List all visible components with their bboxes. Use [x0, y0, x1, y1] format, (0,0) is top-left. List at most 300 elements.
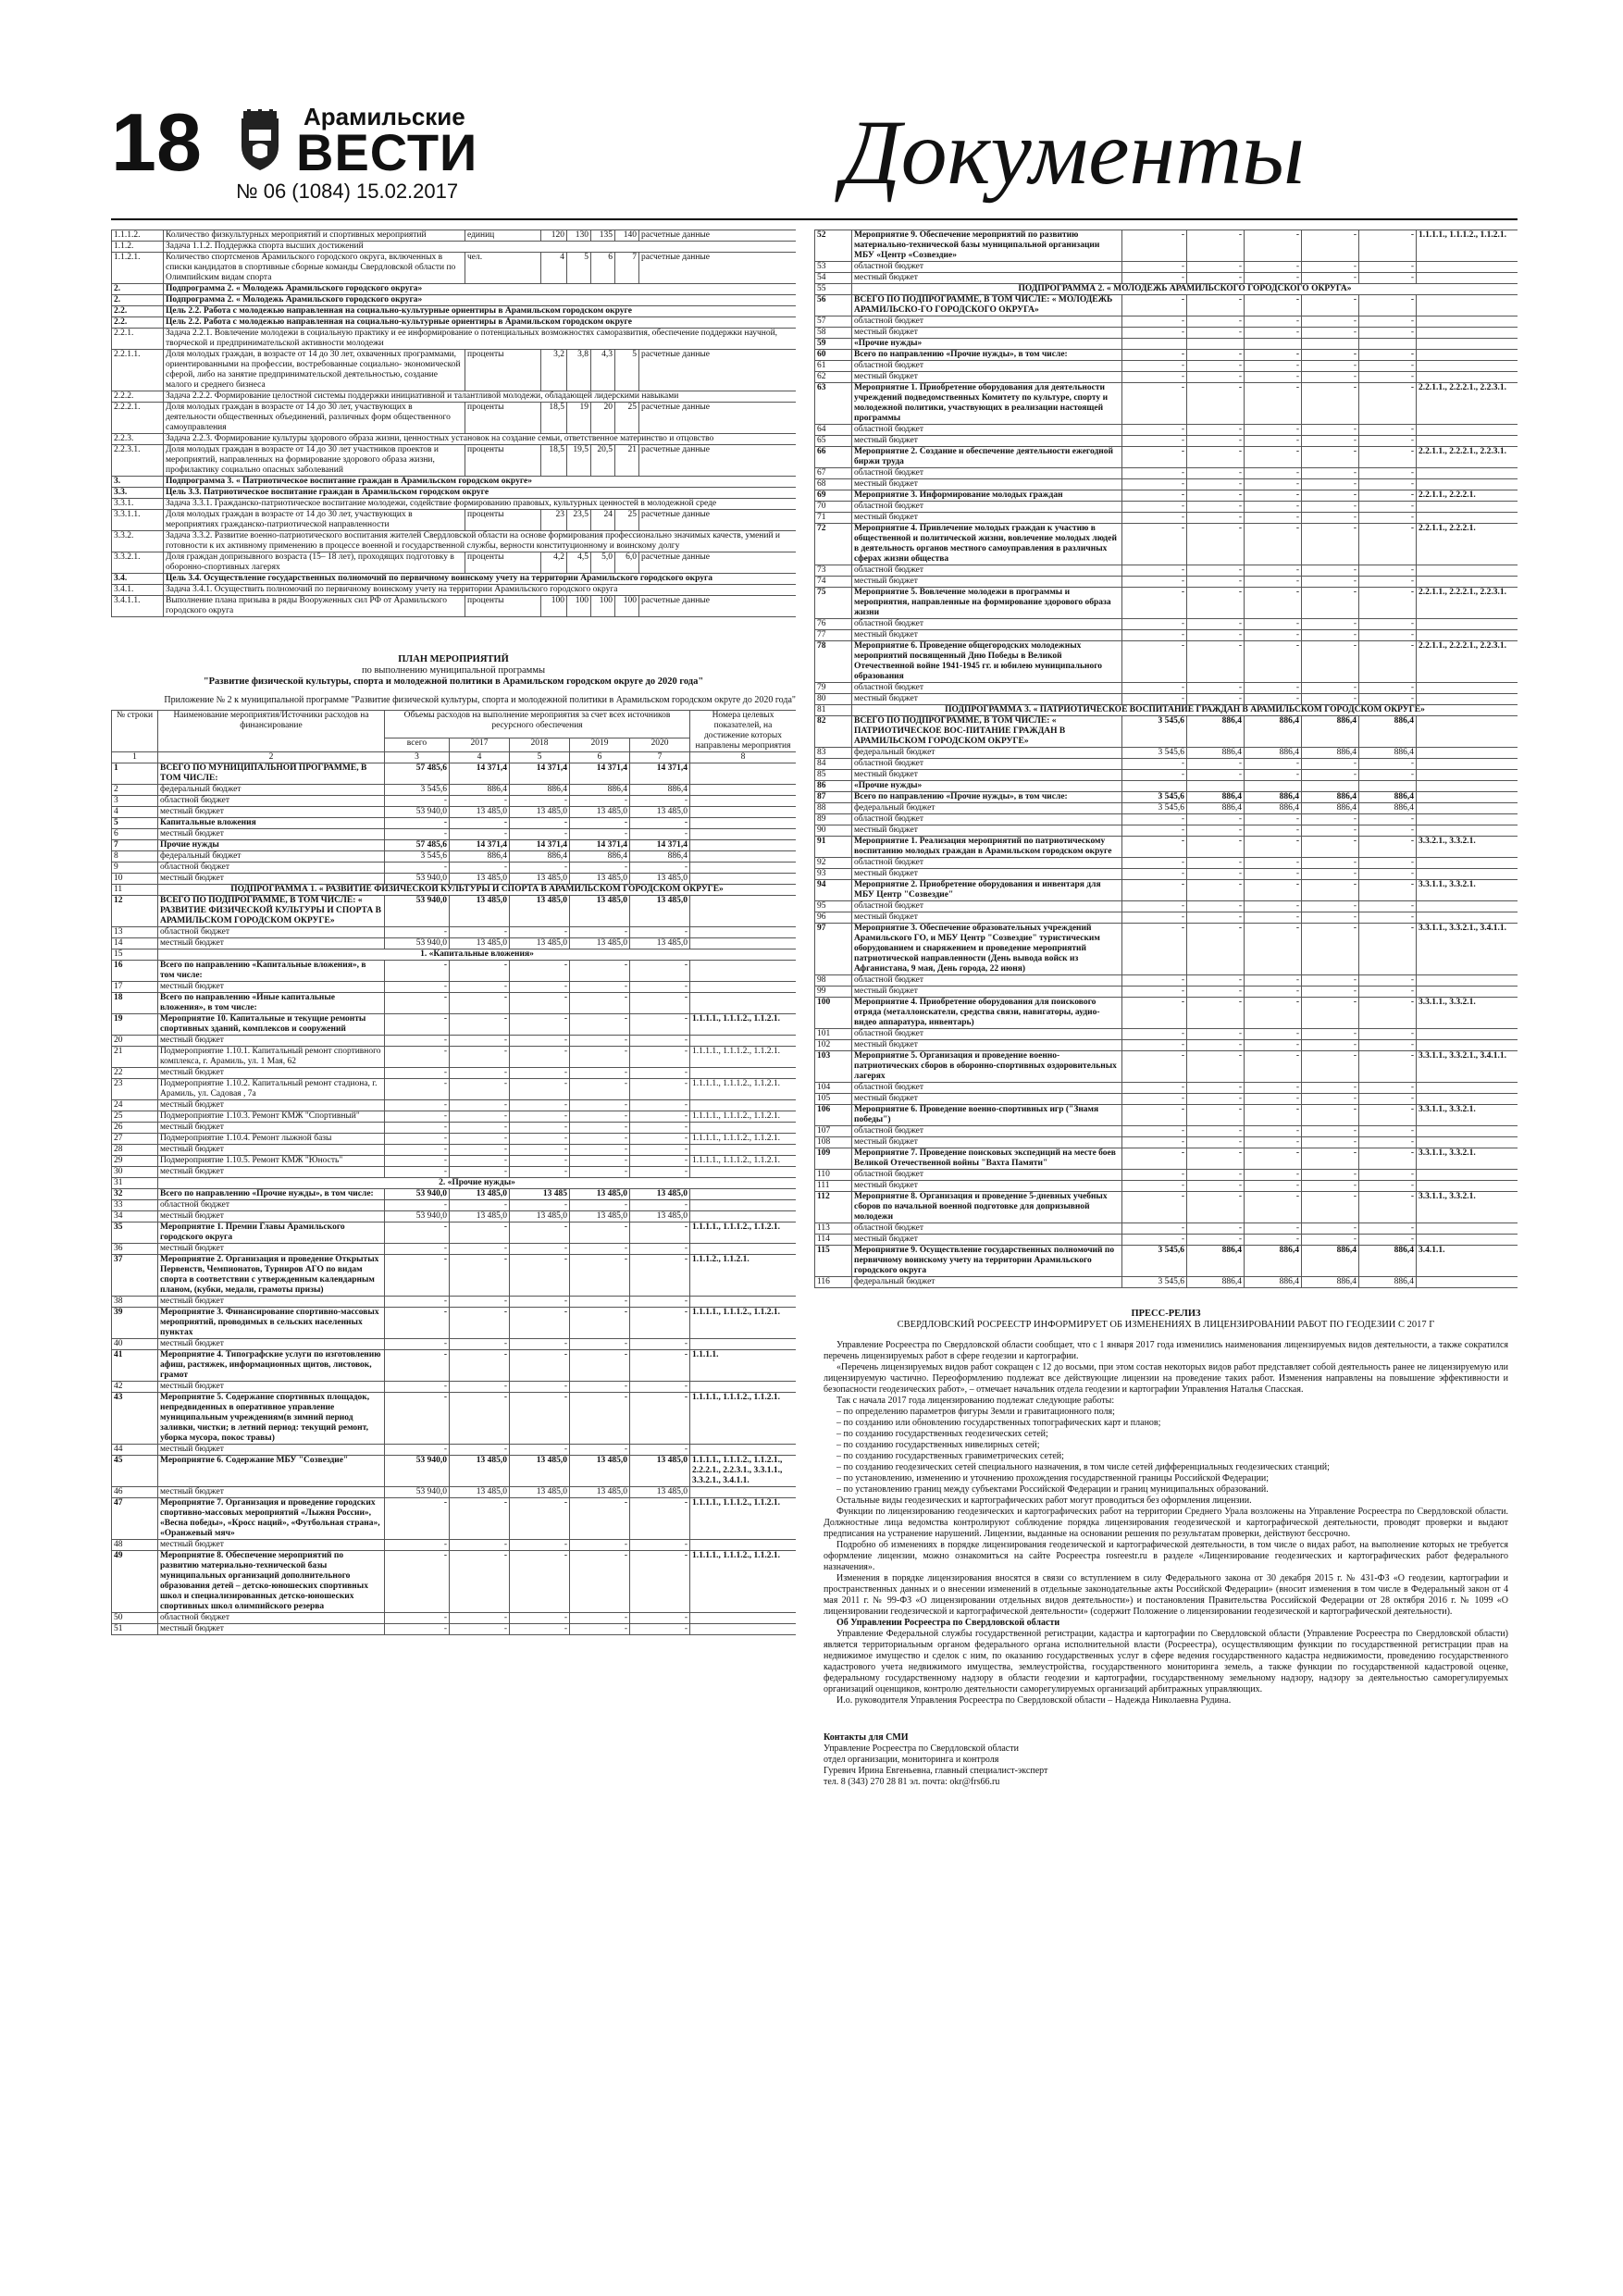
amount-cell [1122, 339, 1187, 350]
row-number: 107 [815, 1126, 852, 1137]
indicator-unit: проценты [465, 403, 541, 434]
indicator-text: Доля молодых граждан в возрасте от 14 до 30 лет участников проектов и мероприятий, направленных на формирование здорового образа жизни, профилактику социально опасных заболеваний [164, 445, 465, 477]
row-number: 113 [815, 1223, 852, 1235]
amount-cell: - [1122, 230, 1187, 262]
activity-name: Мероприятие 7. Организация и проведение городских спортивно-массовых мероприятий «Лыжня России», «Весна победы», «Кросс наций», «Футбольная страна», «Оранжевый мяч» [158, 1498, 385, 1540]
col-name-header: Наименование мероприятия/Источники расходов на финансирование [158, 711, 385, 752]
col-num-header: № строки [112, 711, 158, 752]
about-text: Управление Федеральной службы государственной регистрации, кадастра и картографии по Свердловской области (Управление Росреестра по Свердловской области) является территориальным органом федерального органа исполнительной власти (Росреестра), осуществляющим функции по государственной регистрации прав на недвижимое имущество и сделок с ним, по оказанию государственных услуг в сфере ведения государственного кадастра недвижимости, проведению государственного кадастрового учета недвижимого имущества, землеустройства, государственного мониторинга земель, а также функции по государственной кадастровой оценке, федеральному государственному надзору в области геодезии и картографии, государственному земельному надзору, надзору за деятельностью саморегулируемых организаций оценщиков, контролю деятельности саморегулируемых организаций арбитражных управляющих. [824, 1629, 1508, 1694]
amount-cell: 3 545,6 [1122, 1246, 1187, 1277]
row-number: 76 [815, 619, 852, 630]
about-title: Об Управлении Росреестра по Свердловской области [836, 1618, 1060, 1628]
target-indicators [1417, 273, 1518, 284]
amount-cell: 13 485,0 [510, 896, 570, 927]
amount-cell: 57 485,6 [385, 840, 450, 851]
row-number: 97 [815, 924, 852, 975]
row-number: 114 [815, 1235, 852, 1246]
indicator-value: 4,2 [541, 552, 567, 574]
activity-name: Мероприятие 2. Организация и проведение Открытых Первенств, Чемпионатов, Турниров АГО по видам спорта в соответствии с утвержденным календарным планом, (кубки, медали, грамоты призы) [158, 1255, 385, 1297]
indicator-unit: проценты [465, 596, 541, 617]
amount-cell: - [1359, 1126, 1417, 1137]
amount-cell: - [385, 1111, 450, 1123]
activity-name: местный бюджет [852, 513, 1122, 524]
row-number: 111 [815, 1181, 852, 1192]
row-number: 106 [815, 1105, 852, 1126]
target-indicators: 1.1.1.1., 1.1.1.2., 1.1.2.1. [690, 1551, 796, 1613]
section-title: Документы [841, 101, 1306, 204]
target-indicators [1417, 1137, 1518, 1148]
indicator-unit: чел. [465, 253, 541, 284]
amount-cell: - [570, 818, 630, 829]
activity-name: местный бюджет [158, 874, 385, 885]
amount-cell: 886,4 [1302, 792, 1359, 803]
amount-cell: - [1302, 350, 1359, 361]
amount-cell: - [1302, 383, 1359, 425]
activity-name: местный бюджет [852, 825, 1122, 837]
indicator-text: Количество физкультурных мероприятий и спортивных мероприятий [164, 230, 465, 242]
amount-cell: 14 371,4 [630, 840, 690, 851]
amount-cell: - [1245, 1223, 1302, 1235]
plan-row [112, 807, 797, 818]
amount-cell: - [570, 1167, 630, 1178]
amount-cell: - [385, 1350, 450, 1382]
amount-cell: 3 545,6 [385, 851, 450, 863]
target-indicators [1417, 361, 1518, 372]
plan-row [112, 1156, 797, 1167]
amount-cell: - [510, 796, 570, 807]
amount-cell: - [385, 1123, 450, 1134]
amount-cell: - [510, 1255, 570, 1297]
amount-cell: 886,4 [570, 851, 630, 863]
target-indicators [1417, 814, 1518, 825]
amount-cell: - [1245, 1094, 1302, 1105]
amount-cell: - [1245, 425, 1302, 436]
activity-name: местный бюджет [852, 770, 1122, 781]
amount-cell: - [1187, 1223, 1245, 1235]
amount-cell: - [1302, 262, 1359, 273]
indicator-number: 3.3. [112, 488, 164, 499]
target-indicators [1417, 1277, 1518, 1288]
amount-cell: - [1122, 837, 1187, 858]
amount-cell: - [385, 1540, 450, 1551]
indicator-row [112, 552, 797, 574]
amount-cell: - [570, 1068, 630, 1079]
activity-name: областной бюджет [852, 619, 1122, 630]
amount-cell: - [385, 796, 450, 807]
amount-cell: - [450, 1540, 510, 1551]
activity-name: Мероприятие 9. Осуществление государственных полномочий по первичному воинскому учету на территории Арамильского городского округа [852, 1246, 1122, 1277]
amount-cell: - [1302, 1040, 1359, 1051]
target-indicators [1417, 987, 1518, 998]
plan-row [815, 524, 1518, 565]
amount-cell: - [510, 1308, 570, 1339]
indicator-number: 2. [112, 284, 164, 295]
amount-cell: 13 485,0 [570, 874, 630, 885]
amount-cell: - [510, 1047, 570, 1068]
amount-cell: - [1245, 1040, 1302, 1051]
amount-cell: - [450, 1244, 510, 1255]
indicator-row [112, 499, 797, 510]
amount-cell: - [1187, 436, 1245, 447]
plan-row [815, 1137, 1518, 1148]
plan-row [815, 770, 1518, 781]
row-number: 21 [112, 1047, 158, 1068]
amount-cell: - [510, 1145, 570, 1156]
row-number: 70 [815, 502, 852, 513]
amount-cell: - [1122, 468, 1187, 479]
amount-cell: - [1187, 1170, 1245, 1181]
amount-cell: - [1187, 425, 1245, 436]
plan-row [815, 1277, 1518, 1288]
amount-cell: - [1245, 230, 1302, 262]
amount-cell: - [385, 1079, 450, 1100]
amount-cell: - [1245, 1051, 1302, 1083]
indicator-value: 4,3 [591, 350, 615, 391]
plan-row [815, 748, 1518, 759]
amount-cell: - [570, 1445, 630, 1456]
row-number: 115 [815, 1246, 852, 1277]
amount-cell: - [1187, 630, 1245, 641]
amount-cell: - [510, 1167, 570, 1178]
contact-line: тел. 8 (343) 270 28 81 эл. почта: okr@frs66.ru [824, 1777, 1000, 1787]
amount-cell: - [1245, 858, 1302, 869]
indicator-source: расчетные данные [639, 350, 797, 391]
target-indicators [1417, 328, 1518, 339]
row-number: 3 [112, 796, 158, 807]
plan-row [112, 1551, 797, 1613]
amount-cell: - [1302, 588, 1359, 619]
row-number: 32 [112, 1189, 158, 1200]
amount-cell: - [450, 1036, 510, 1047]
plan-row [815, 619, 1518, 630]
amount-cell: - [1245, 1105, 1302, 1126]
indicator-value: 23 [541, 510, 567, 531]
plan-row [112, 874, 797, 885]
amount-cell: - [385, 1100, 450, 1111]
amount-cell: 53 940,0 [385, 1456, 450, 1487]
amount-cell: 13 485,0 [510, 1211, 570, 1222]
amount-cell: - [1187, 1094, 1245, 1105]
activity-name: Подмероприятие 1.10.2. Капитальный ремонт стадиона, г. Арамиль, ул. Садовая , 7а [158, 1079, 385, 1100]
amount-cell: - [1359, 858, 1417, 869]
amount-cell: - [1187, 490, 1245, 502]
row-number: 27 [112, 1134, 158, 1145]
plan-row [815, 716, 1518, 748]
plan-row [112, 1308, 797, 1339]
newspaper-name: ВЕСТИ [296, 123, 478, 181]
amount-cell: - [1122, 1235, 1187, 1246]
amount-cell: - [450, 1156, 510, 1167]
amount-cell: - [1187, 901, 1245, 912]
amount-cell: 886,4 [1359, 803, 1417, 814]
amount-cell: - [630, 982, 690, 993]
amount-cell: - [1359, 588, 1417, 619]
amount-cell: 13 485,0 [630, 807, 690, 818]
target-indicators [690, 1244, 796, 1255]
target-indicators [690, 1200, 796, 1211]
amount-cell: - [1187, 1029, 1245, 1040]
row-number: 112 [815, 1192, 852, 1223]
amount-cell: - [1245, 447, 1302, 468]
amount-cell: - [1359, 1094, 1417, 1105]
amount-cell: - [1359, 230, 1417, 262]
target-indicators: 2.2.1.1., 2.2.2.1., 2.2.3.1. [1417, 383, 1518, 425]
amount-cell: - [1122, 273, 1187, 284]
row-number: 110 [815, 1170, 852, 1181]
indicator-value: 5 [567, 253, 591, 284]
amount-cell: - [570, 1036, 630, 1047]
amount-cell: - [1122, 1029, 1187, 1040]
activity-name: Мероприятие 4. Приобретение оборудования для поискового отряда (металлоискатели, средства связи, навигаторы, аудио-видео аппаратура, инвентарь) [852, 998, 1122, 1029]
amount-cell: 886,4 [1359, 716, 1417, 748]
target-indicators: 2.2.1.1., 2.2.2.1., 2.2.3.1. [1417, 588, 1518, 619]
amount-cell: 886,4 [1245, 1277, 1302, 1288]
row-number: 96 [815, 912, 852, 924]
amount-cell: - [1122, 912, 1187, 924]
amount-cell: 53 940,0 [385, 807, 450, 818]
plan-row [112, 1134, 797, 1145]
activity-name: местный бюджет [158, 1244, 385, 1255]
amount-cell: 13 485,0 [630, 1211, 690, 1222]
amount-cell: - [1245, 1126, 1302, 1137]
column-number: 4 [450, 752, 510, 763]
amount-cell: - [1359, 694, 1417, 705]
target-indicators [690, 785, 796, 796]
header-rule [111, 218, 1518, 220]
amount-cell: - [450, 1393, 510, 1445]
amount-cell: - [1187, 316, 1245, 328]
plan-row [112, 1211, 797, 1222]
column-number: 2 [158, 752, 385, 763]
activity-name: местный бюджет [852, 372, 1122, 383]
amount-cell: - [1302, 328, 1359, 339]
target-indicators [690, 961, 796, 982]
target-indicators [1417, 630, 1518, 641]
amount-cell: - [1245, 630, 1302, 641]
target-indicators [1417, 565, 1518, 577]
row-number: 47 [112, 1498, 158, 1540]
amount-cell: - [570, 1339, 630, 1350]
amount-cell: - [1122, 901, 1187, 912]
row-number: 71 [815, 513, 852, 524]
amount-cell: 3 545,6 [1122, 748, 1187, 759]
indicator-number: 3. [112, 477, 164, 488]
amount-cell: - [1302, 1137, 1359, 1148]
target-indicators [690, 807, 796, 818]
amount-cell: - [510, 961, 570, 982]
amount-cell: - [1359, 630, 1417, 641]
amount-cell: - [630, 863, 690, 874]
amount-cell: 886,4 [1245, 1246, 1302, 1277]
amount-cell: - [1359, 262, 1417, 273]
amount-cell: - [385, 1255, 450, 1297]
row-number: 19 [112, 1014, 158, 1036]
amount-cell: - [1122, 924, 1187, 975]
activity-name: Прочие нужды [158, 840, 385, 851]
amount-cell: - [1245, 837, 1302, 858]
activity-name: областной бюджет [852, 361, 1122, 372]
indicators-table [111, 230, 796, 617]
target-indicators [690, 1036, 796, 1047]
amount-cell: - [450, 1014, 510, 1036]
amount-cell: - [1187, 262, 1245, 273]
amount-cell: 13 485,0 [450, 807, 510, 818]
indicator-text: Задача 3.3.2. Развитие военно-патриотического воспитания жителей Свердловской области на основе формирования профессионально значимых качеств, умений и готовности к их активному применению в процессе военной и государственной службы, верности конституционному и воинскому долгу [164, 531, 797, 552]
indicator-value: 18,5 [541, 445, 567, 477]
amount-cell: - [1359, 912, 1417, 924]
press-paragraph: Подробно об изменениях в порядке лицензирования геодезической и картографической деятельности, в том числе о видах работ, на выполнение которых не требуется оформление лицензии, можно ознакомиться на сайте Росреестра rosreestr.ru в разделе «Лицензирование геодезических и картографических работ федерального назначения». [824, 1540, 1508, 1572]
target-indicators: 3.3.1.1., 3.3.2.1. [1417, 880, 1518, 901]
target-indicators [1417, 1181, 1518, 1192]
target-indicators [690, 1445, 796, 1456]
indicator-row [112, 510, 797, 531]
appendix-note: Приложение № 2 к муниципальной программе "Развитие физической культуры, спорта и молодежной политики в Арамильском городском округе до 2020 года" [164, 695, 796, 705]
amount-cell: - [1302, 924, 1359, 975]
row-number: 18 [112, 993, 158, 1014]
activity-name: областной бюджет [852, 683, 1122, 694]
activity-name: местный бюджет [852, 328, 1122, 339]
indicator-row [112, 403, 797, 434]
amount-cell: - [1122, 1094, 1187, 1105]
plan-table-right [814, 230, 1518, 1288]
plan-row [815, 975, 1518, 987]
row-number: 78 [815, 641, 852, 683]
amount-cell: - [570, 961, 630, 982]
amount-cell: - [1245, 295, 1302, 316]
amount-cell: - [1359, 565, 1417, 577]
amount-cell: - [630, 1382, 690, 1393]
indicator-row [112, 445, 797, 477]
plan-row [815, 1148, 1518, 1170]
amount-cell: - [1187, 1148, 1245, 1170]
row-number: 63 [815, 383, 852, 425]
indicator-text: Задача 1.1.2. Поддержка спорта высших достижений [164, 242, 797, 253]
target-indicators [1417, 825, 1518, 837]
amount-cell: 13 485,0 [510, 1456, 570, 1487]
target-indicators [1417, 912, 1518, 924]
activity-name: областной бюджет [852, 759, 1122, 770]
amount-cell: - [1359, 880, 1417, 901]
target-indicators [690, 993, 796, 1014]
plan-row [112, 829, 797, 840]
activity-name: ВСЕГО ПО ПОДПРОГРАММЕ, В ТОМ ЧИСЛЕ: « РАЗВИТИЕ ФИЗИЧЕСКОЙ КУЛЬТУРЫ И СПОРТА В АРАМИЛЬСКОМ ГОРОДСКОМ ОКРУГЕ» [158, 896, 385, 927]
amount-cell: - [630, 1047, 690, 1068]
amount-cell: - [1122, 1051, 1187, 1083]
amount-cell: - [1187, 858, 1245, 869]
activity-name: областной бюджет [852, 901, 1122, 912]
amount-cell: 13 485,0 [630, 896, 690, 927]
plan-row [815, 1083, 1518, 1094]
amount-cell: - [630, 1222, 690, 1244]
row-number: 26 [112, 1123, 158, 1134]
subprogram-heading: ПОДПРОГРАММА 3. « ПАТРИОТИЧЕСКОЕ ВОСПИТАНИЕ ГРАЖДАН В АРАМИЛЬСКОМ ГОРОДСКОМ ОКРУГЕ» [852, 705, 1518, 716]
activity-name: областной бюджет [852, 1170, 1122, 1181]
plan-row [815, 328, 1518, 339]
amount-cell: 886,4 [450, 851, 510, 863]
amount-cell: - [1245, 998, 1302, 1029]
amount-cell: - [570, 1222, 630, 1244]
amount-cell: - [1359, 1235, 1417, 1246]
plan-row [112, 1100, 797, 1111]
amount-cell: - [385, 1145, 450, 1156]
amount-cell: - [385, 1134, 450, 1145]
activity-name: областной бюджет [158, 1200, 385, 1211]
row-number: 104 [815, 1083, 852, 1094]
amount-cell: - [630, 1200, 690, 1211]
amount-cell: - [510, 1200, 570, 1211]
target-indicators: 1.1.1.1., 1.1.1.2., 1.1.2.1. [690, 1393, 796, 1445]
amount-cell: - [1187, 1137, 1245, 1148]
amount-cell: - [1302, 975, 1359, 987]
plan-row [112, 1244, 797, 1255]
indicator-value: 19 [567, 403, 591, 434]
amount-cell: - [1122, 577, 1187, 588]
indicator-text: Подпрограмма 2. « Молодежь Арамильского городского округа» [164, 295, 797, 306]
target-indicators [1417, 295, 1518, 316]
row-number: 39 [112, 1308, 158, 1339]
amount-cell: - [1302, 361, 1359, 372]
amount-cell: 886,4 [1302, 1246, 1359, 1277]
amount-cell: 886,4 [1302, 748, 1359, 759]
indicator-number: 3.3.1. [112, 499, 164, 510]
indicator-text: Задача 3.3.1. Гражданско-патриотическое воспитание молодежи, содействие формированию правовых, культурных ценностей в молодежной среде [164, 499, 797, 510]
amount-cell: - [630, 1036, 690, 1047]
amount-cell: - [1359, 641, 1417, 683]
amount-cell: - [450, 1123, 510, 1134]
target-indicators: 3.3.1.1., 3.3.2.1., 3.4.1.1. [1417, 1051, 1518, 1083]
amount-cell: 14 371,4 [570, 763, 630, 785]
amount-cell: - [1187, 987, 1245, 998]
amount-cell: - [510, 1123, 570, 1134]
amount-cell: - [1122, 588, 1187, 619]
amount-cell: - [1122, 880, 1187, 901]
indicator-source: расчетные данные [639, 253, 797, 284]
amount-cell: - [630, 1145, 690, 1156]
amount-cell: 13 485,0 [510, 807, 570, 818]
amount-cell: - [1245, 436, 1302, 447]
amount-cell: 13 485,0 [450, 938, 510, 949]
indicator-value: 140 [615, 230, 639, 242]
press-paragraph: Управление Росреестра по Свердловской области сообщает, что с 1 января 2017 года изменились наименования лицензируемых видов деятельности, а также сократился перечень лицензируемых работ в сфере геодезии и картографии. [824, 1340, 1508, 1361]
amount-cell: - [570, 863, 630, 874]
amount-cell: - [1245, 1083, 1302, 1094]
amount-cell: 3 545,6 [1122, 792, 1187, 803]
amount-cell: - [510, 818, 570, 829]
row-number: 34 [112, 1211, 158, 1222]
amount-cell: - [1302, 1083, 1359, 1094]
plan-row [815, 1029, 1518, 1040]
plan-row [815, 468, 1518, 479]
amount-cell: - [450, 818, 510, 829]
row-number: 23 [112, 1079, 158, 1100]
row-number: 7 [112, 840, 158, 851]
plan-row [815, 705, 1518, 716]
row-number: 54 [815, 273, 852, 284]
amount-cell: 13 485,0 [630, 874, 690, 885]
amount-cell: - [1359, 577, 1417, 588]
row-number: 73 [815, 565, 852, 577]
column-number: 8 [690, 752, 796, 763]
amount-cell: 886,4 [1302, 1277, 1359, 1288]
amount-cell: 3 545,6 [385, 785, 450, 796]
amount-cell: - [630, 927, 690, 938]
activity-name: Мероприятие 2. Создание и обеспечение деятельности ежегодной биржи труда [852, 447, 1122, 468]
target-indicators [1417, 262, 1518, 273]
indicator-text: Выполнение плана призыва в ряды Вооруженных сил РФ от Арамильского городского округа [164, 596, 465, 617]
indicator-row [112, 242, 797, 253]
target-indicators: 2.2.1.1., 2.2.2.1. [1417, 490, 1518, 502]
amount-cell: - [570, 1613, 630, 1624]
